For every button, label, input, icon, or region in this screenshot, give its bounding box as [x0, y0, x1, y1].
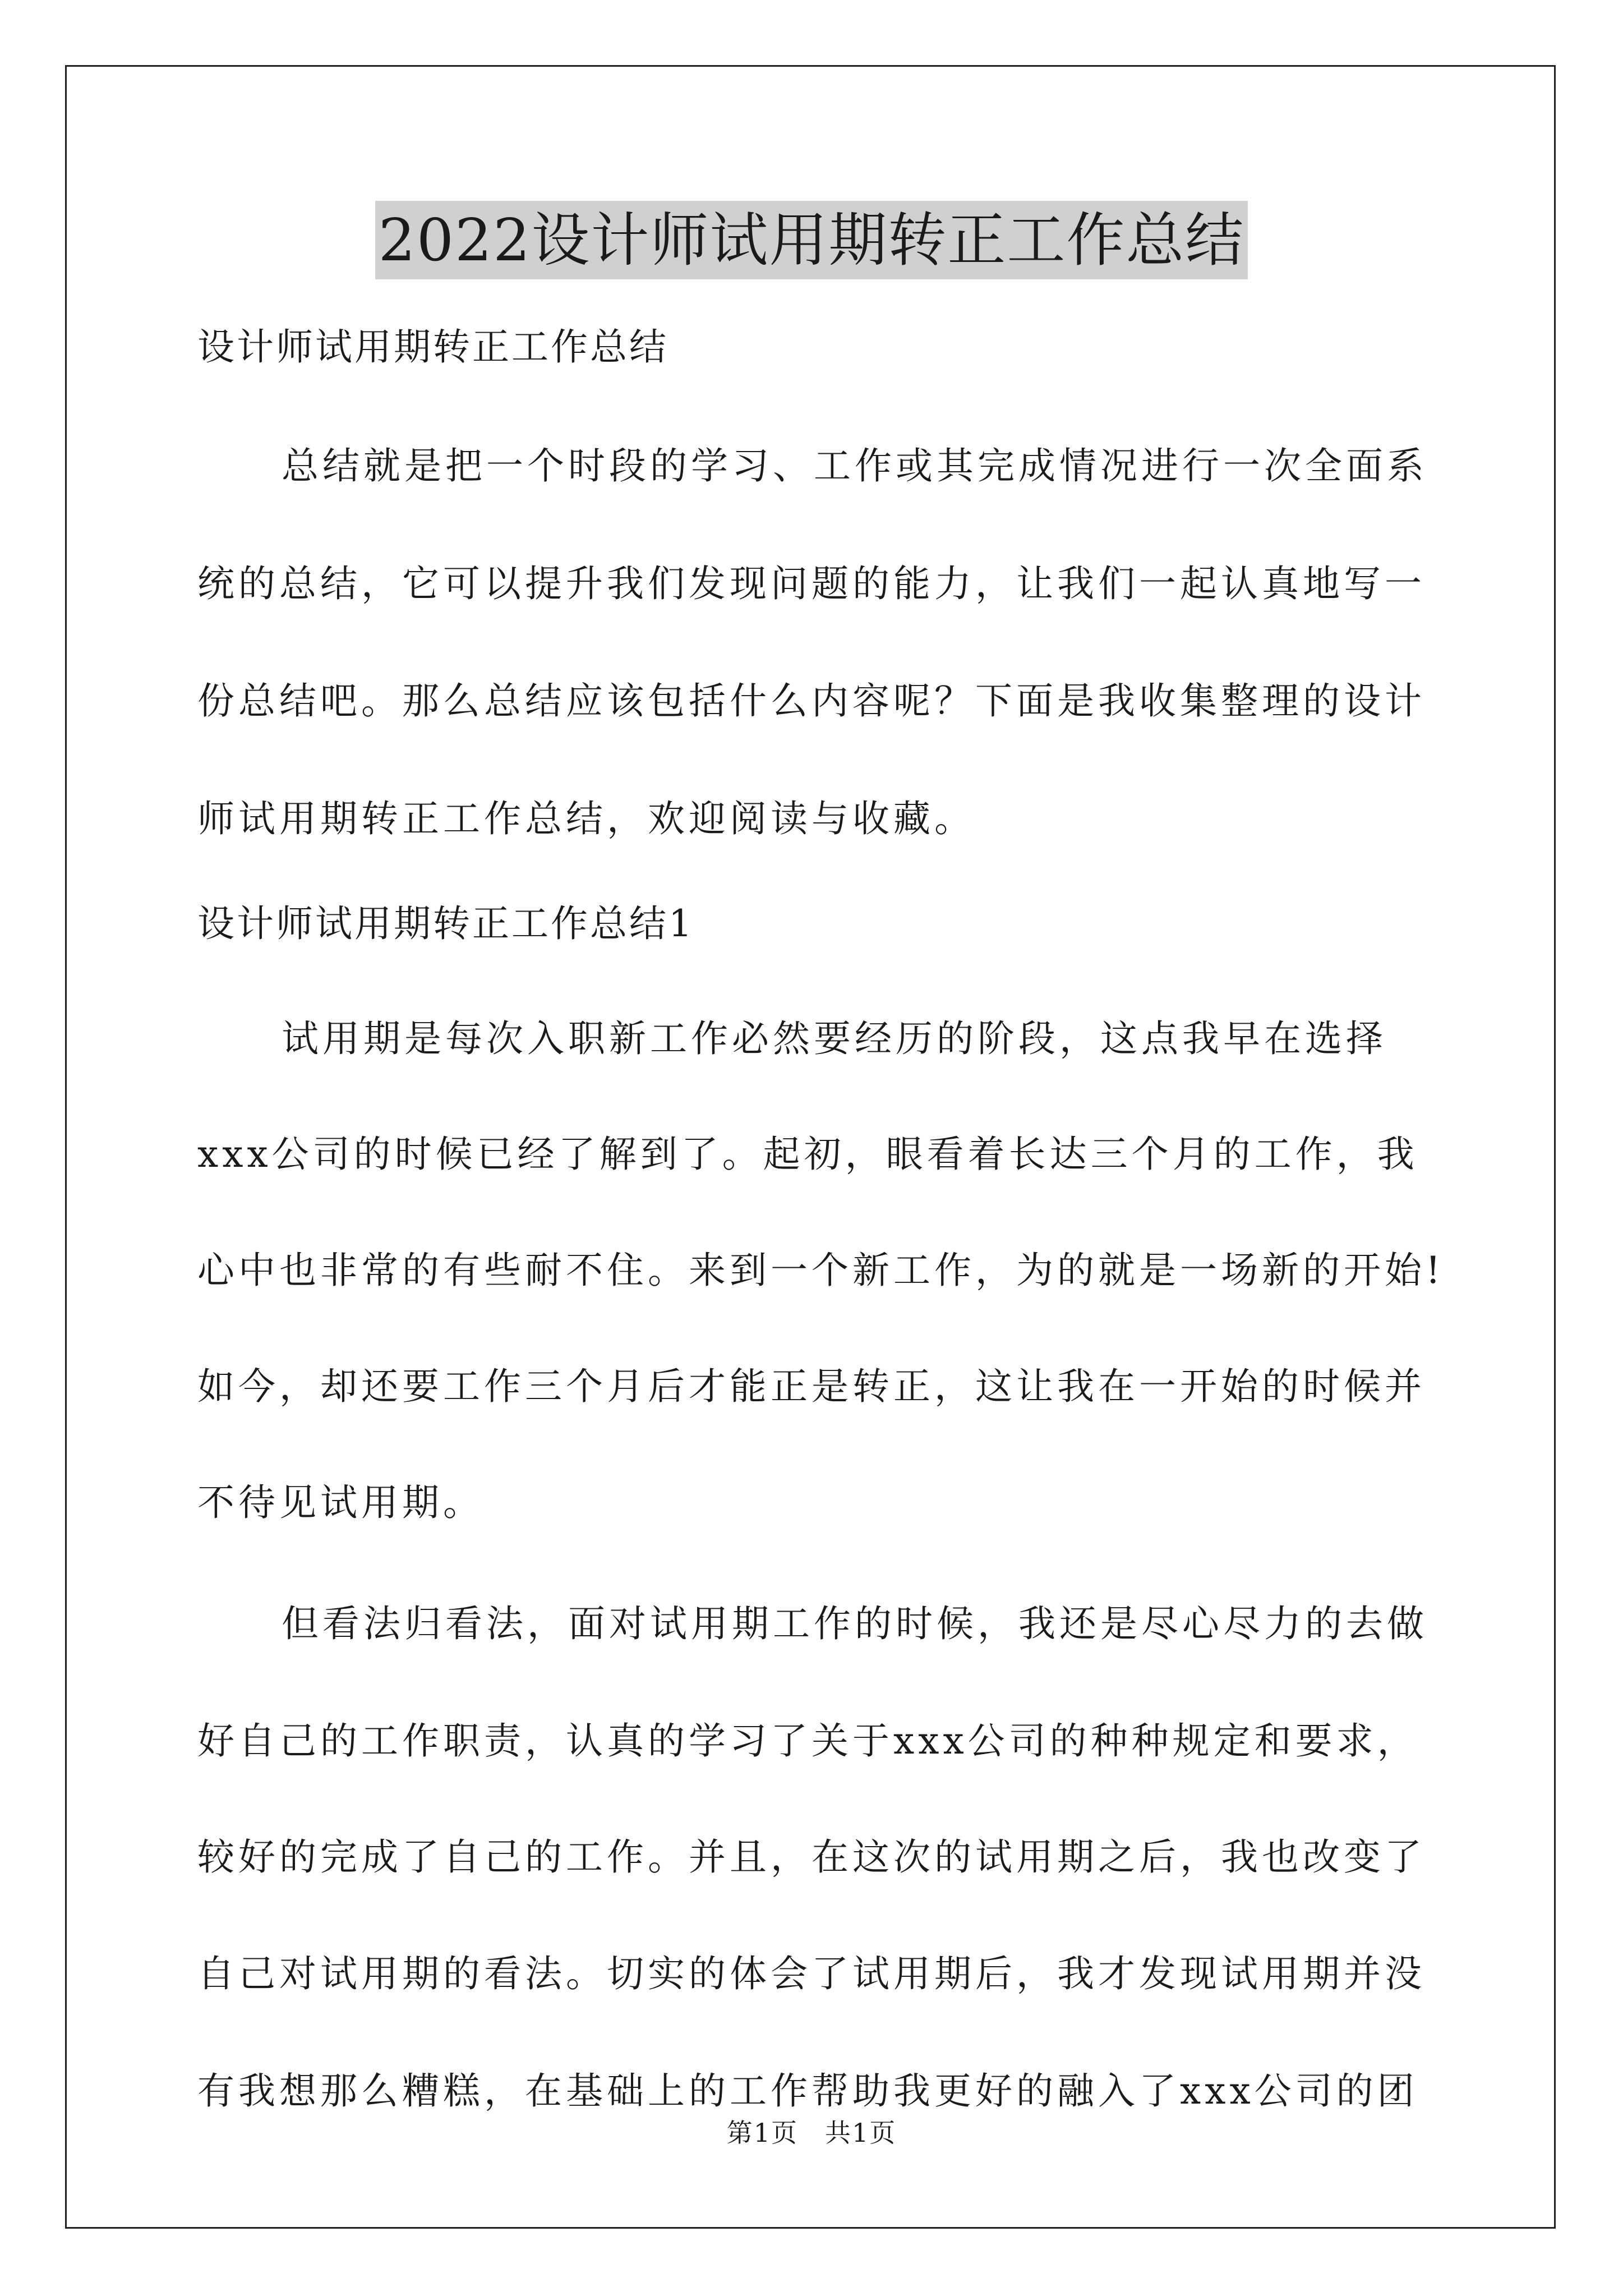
document-body	[197, 322, 1445, 2116]
paragraph-line: 自己对试用期的看法。切实的体会了试用期后，我才发现试用期并没	[197, 1952, 1426, 1995]
paragraph-line: 有我想那么糟糕，在基础上的工作帮助我更好的融入了xxx公司的团	[197, 2069, 1418, 2113]
title-container	[0, 201, 1623, 279]
paragraph-line: 但看法归看法，面对试用期工作的时候，我还是尽心尽力的去做	[282, 1602, 1428, 1645]
paragraph-line: 试用期是每次入职新工作必然要经历的阶段，这点我早在选择	[282, 1017, 1387, 1060]
paragraph-line: 不待见试用期。	[197, 1481, 484, 1524]
paragraph-line: xxx公司的时候已经了解到了。起初，眼看着长达三个月的工作，我	[197, 1133, 1418, 1176]
intro-paragraph	[197, 441, 1431, 844]
spacer	[197, 372, 1431, 441]
paragraph-1	[197, 1014, 1445, 1528]
document-title: 2022设计师试用期转正工作总结	[375, 201, 1248, 279]
page-footer: 第1页 共1页	[726, 2118, 897, 2148]
spacer	[197, 949, 1431, 1014]
paragraph-line: 心中也非常的有些耐不住。来到一个新工作，为的就是一场新的开始!	[197, 1249, 1445, 1292]
spacer	[197, 1528, 1431, 1599]
paragraph-line: 如今，却还要工作三个月后才能正是转正，这让我在一开始的时候并	[197, 1365, 1426, 1408]
paragraph-2	[197, 1599, 1431, 2116]
paragraph-line: 份总结吧。那么总结应该包括什么内容呢？下面是我收集整理的设计	[197, 679, 1426, 723]
paragraph-line: 好自己的工作职责，认真的学习了关于xxx公司的种种规定和要求，	[197, 1719, 1418, 1763]
spacer	[197, 844, 1431, 899]
paragraph-line: 统的总结，它可以提升我们发现问题的能力，让我们一起认真地写一	[197, 562, 1426, 605]
paragraph-line: 总结就是把一个时段的学习、工作或其完成情况进行一次全面系	[282, 444, 1428, 487]
section-heading-1: 设计师试用期转正工作总结1	[197, 902, 694, 945]
paragraph-line: 师试用期转正工作总结，欢迎阅读与收藏。	[197, 797, 975, 840]
section-heading-intro: 设计师试用期转正工作总结	[197, 325, 668, 369]
paragraph-line: 较好的完成了自己的工作。并且，在这次的试用期之后，我也改变了	[197, 1835, 1426, 1879]
